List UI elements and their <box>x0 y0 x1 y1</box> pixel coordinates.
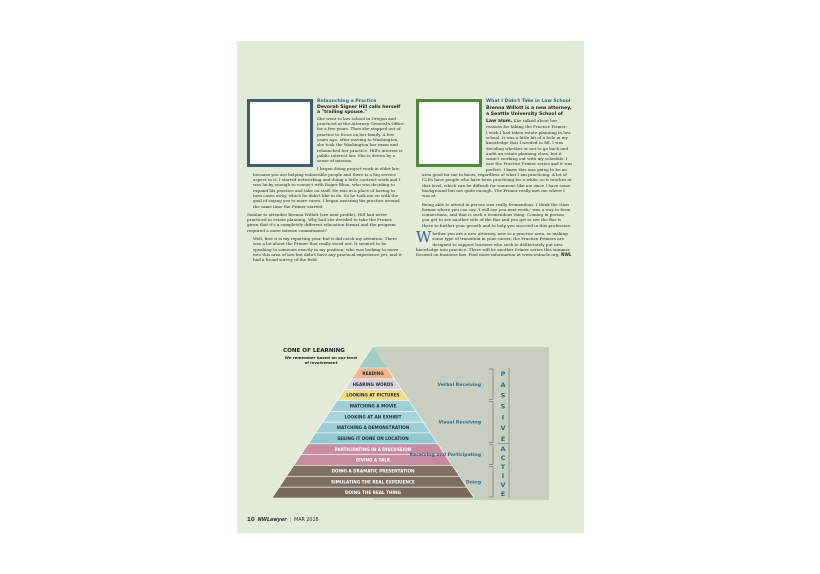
group-label: Doing <box>465 480 481 486</box>
active-letter: E <box>500 489 506 498</box>
profile-lead-rest: She talked about her reasons for taking the Practice Primer: <box>486 117 568 130</box>
passive-letter: V <box>500 424 506 433</box>
active-letter: V <box>500 480 506 489</box>
body-paragraph: She went to law school in Oregon and practiced at the Attorney General's Office for a few years. Then she stepped out of practice to focus on her family. A few years ago, after moving to Washington, she took the Washington bar exam and relaunched her practice. Hill's interest is public interest law. She is driven by a sense of mission. <box>317 115 404 164</box>
cone-level-label: SIMULATING THE REAL EXPERIENCE <box>331 479 415 485</box>
passive-letter: I <box>501 413 505 422</box>
cone-level-label: DOING THE REAL THING <box>345 490 401 496</box>
page-footer <box>247 517 319 523</box>
passive-letter: A <box>500 380 506 389</box>
cone-level-label: LOOKING AT PICTURES <box>346 392 400 398</box>
cone-level-label: SEEING IT DONE ON LOCATION <box>337 436 409 442</box>
profile-lead: Devorah Signer Hill calls herself a "trailing spouse." <box>317 104 401 116</box>
passive-letter: S <box>500 391 506 400</box>
drop-cap: W <box>416 228 432 247</box>
active-letter: I <box>501 471 505 480</box>
cone-level-label: GIVING A TALK <box>355 457 391 463</box>
footer-separator: | <box>289 517 292 523</box>
passive-letter: S <box>500 402 506 411</box>
cone-level-label: HEARING WORDS <box>352 381 394 387</box>
pull-quote: I wish I had taken estate planning in law school. It was a little bit of a hole in my knowledge that I needed to fill. I was deciding whether or not to go back and audit an estate planning class, but it wasn't working out with my schedule. I saw the Practice Primer series and it was perfect. I knew this was going to be an area good for me to know, regardless of what I am practicing. A lot of CLEs have people who have been practicing for a while, so it teaches at that level, which can be difficult for someone like me since I have some background but not quite enough. The Primer really met me where I was at. <box>422 129 573 199</box>
page-number: 10 <box>247 517 255 523</box>
cone-level-label: LOOKING AT AN EXHIBIT <box>344 414 402 420</box>
pull-quote: Well, first it is my reporting year, but it did catch my attention. There was a lot about the Primer that really stood out. It seemed to be speaking to someone exactly in my position, who was looking to move into this area of law but didn't have any practical experience yet, and it had a broad survey of the field. <box>253 236 402 263</box>
cone-level-label: PARTICIPATING IN A DISCUSSION <box>334 446 412 452</box>
active-letter: C <box>500 453 506 462</box>
magazine-name: NWLawyer <box>257 517 287 523</box>
pull-quote: Being able to attend in person was really tremendous. I think the class format where you can say, 'I will see you next week,' was a way to form connections, and that is such a tremendous thing. Coming in person, you get to see another side of the Bar and you get to see the Bar is there to further your growth and to help you succeed in this profession. <box>422 201 572 228</box>
body-paragraph: Similar to attendee Brenna Willott (see next profile), Hill had never practiced in estate planning. Why had she decided to take the Primer, given that it's a completely different education format and the program required a more intense commitment? <box>247 211 396 233</box>
issue-date: MAR 2018 <box>294 517 319 523</box>
pull-quote: I began doing project work in elder law, because you are helping vulnerable people and there is a big service aspect to it. I started networking and doing a little contract work and I was lucky enough to connect with Roger Rhon, who was deciding to expand his practice and take on staff. He was in a place of having to turn cases away, which he didn't like to do. So he took me on with the goal of saying yes to more cases. I began assisting his practice around the same time the Primer started. <box>253 166 401 209</box>
cone-level-label: WATCHING A MOVIE <box>349 403 397 409</box>
portrait-photo-willott <box>416 99 482 167</box>
profile-column-hill <box>247 99 404 266</box>
closing-text: hether you are a new attorney, new to a practice area, or making some type of transition in your career, the Practice Primers are designed to support learners who seek to deliberately put new knowledge into practice. There will be another Primer series this summer focused on business law. Find more information at www.wsbacle.org. <box>416 231 570 258</box>
profile-column-willott <box>416 99 573 261</box>
cone-graphic <box>263 344 553 504</box>
profile-lead: Brenna Willott is a new attorney, a Seattle University School of Law alum. <box>486 105 572 124</box>
closing-paragraph <box>416 228 573 258</box>
group-label: Verbal Receiving <box>437 382 481 388</box>
group-label: Receiving and Participating <box>409 453 481 459</box>
cone-title-block <box>283 348 359 365</box>
profile-heading: What I Didn't Take in Law School <box>486 99 571 104</box>
end-mark: NWL <box>561 252 572 258</box>
passive-letter: E <box>500 434 506 443</box>
cone-level-label: WATCHING A DEMONSTRATION <box>336 425 410 431</box>
magazine-page <box>237 41 584 533</box>
active-letter: A <box>500 444 506 453</box>
portrait-photo-hill <box>247 99 313 167</box>
cone-level-label: DOING A DRAMATIC PRESENTATION <box>331 468 415 474</box>
cone-subtitle: We remember based on our level of involvement <box>284 355 358 366</box>
cone-level-label: READING <box>362 371 384 377</box>
passive-letter: P <box>500 369 506 378</box>
profile-heading: Relaunching a Practice <box>317 99 377 104</box>
cone-title: CONE OF LEARNING <box>283 348 345 354</box>
active-letter: T <box>500 462 506 471</box>
cone-of-learning-diagram <box>263 344 553 504</box>
group-label: Visual Receiving <box>438 420 481 426</box>
